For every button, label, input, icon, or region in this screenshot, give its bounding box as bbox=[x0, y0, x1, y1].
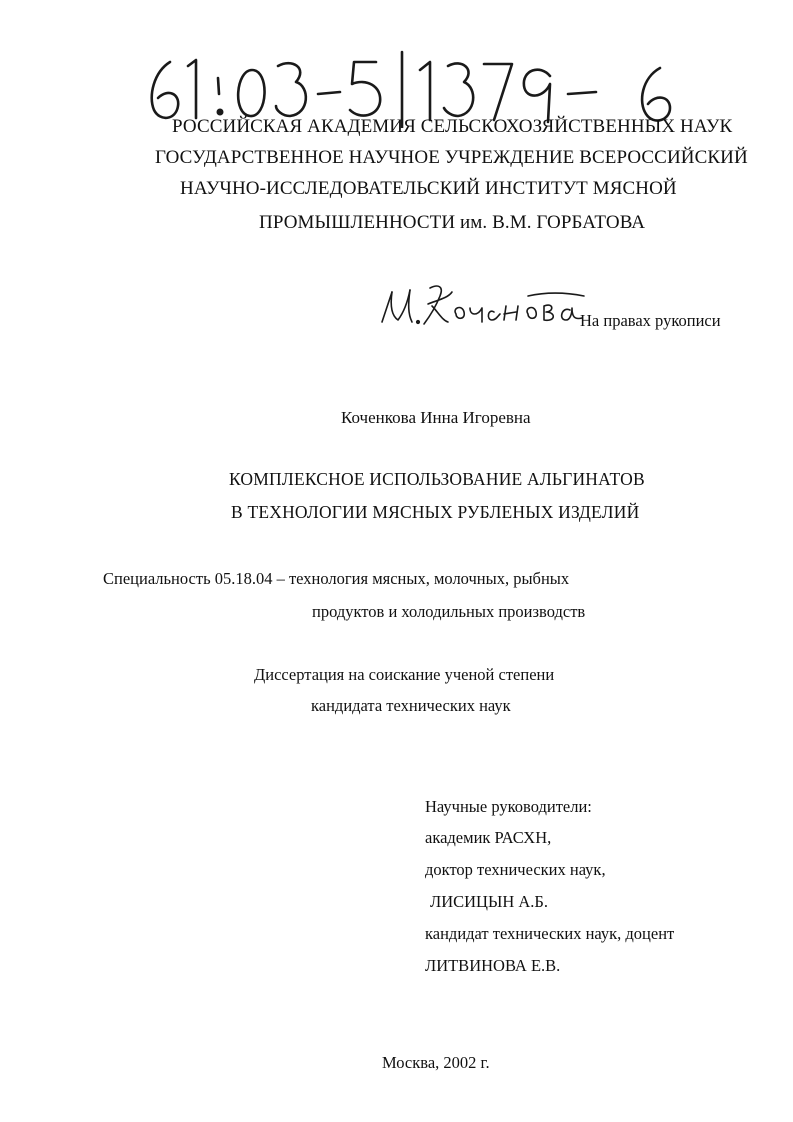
supervisor-line-5: ЛИТВИНОВА Е.В. bbox=[425, 956, 561, 975]
dissertation-title-line-1: КОМПЛЕКСНОЕ ИСПОЛЬЗОВАНИЕ АЛЬГИНАТОВ bbox=[229, 469, 645, 489]
dissertation-title-line-2: В ТЕХНОЛОГИИ МЯСНЫХ РУБЛЕНЫХ ИЗДЕЛИЙ bbox=[231, 502, 640, 522]
institution-line-1: РОССИЙСКАЯ АКАДЕМИЯ СЕЛЬСКОХОЗЯЙСТВЕННЫХ НАУК bbox=[172, 116, 733, 137]
institution-line-4: ПРОМЫШЛЕННОСТИ им. В.М. ГОРБАТОВА bbox=[259, 212, 646, 233]
degree-line-2: кандидата технических наук bbox=[311, 696, 511, 715]
author-signature bbox=[378, 282, 588, 328]
supervisor-line-3: ЛИСИЦЫН А.Б. bbox=[430, 892, 549, 911]
supervisor-line-1: академик РАСХН, bbox=[425, 828, 552, 847]
specialty-line-1: Специальность 05.18.04 – технология мясных, молочных, рыбных bbox=[103, 569, 570, 588]
supervisor-line-4: кандидат технических наук, доцент bbox=[425, 924, 675, 943]
institution-line-3: НАУЧНО-ИССЛЕДОВАТЕЛЬСКИЙ ИНСТИТУТ МЯСНОЙ bbox=[180, 178, 677, 199]
degree-line-1: Диссертация на соискание ученой степени bbox=[254, 665, 555, 684]
supervisor-line-2: доктор технических наук, bbox=[425, 860, 606, 879]
institution-line-2: ГОСУДАРСТВЕННОЕ НАУЧНОЕ УЧРЕЖДЕНИЕ ВСЕРОССИЙСКИЙ bbox=[155, 147, 748, 168]
manuscript-rights-note: На правах рукописи bbox=[580, 311, 721, 330]
supervisors-heading: Научные руководители: bbox=[425, 797, 592, 816]
specialty-line-2: продуктов и холодильных производств bbox=[312, 602, 586, 621]
place-and-year: Москва, 2002 г. bbox=[382, 1053, 490, 1072]
author-name: Коченкова Инна Игоревна bbox=[341, 408, 531, 427]
